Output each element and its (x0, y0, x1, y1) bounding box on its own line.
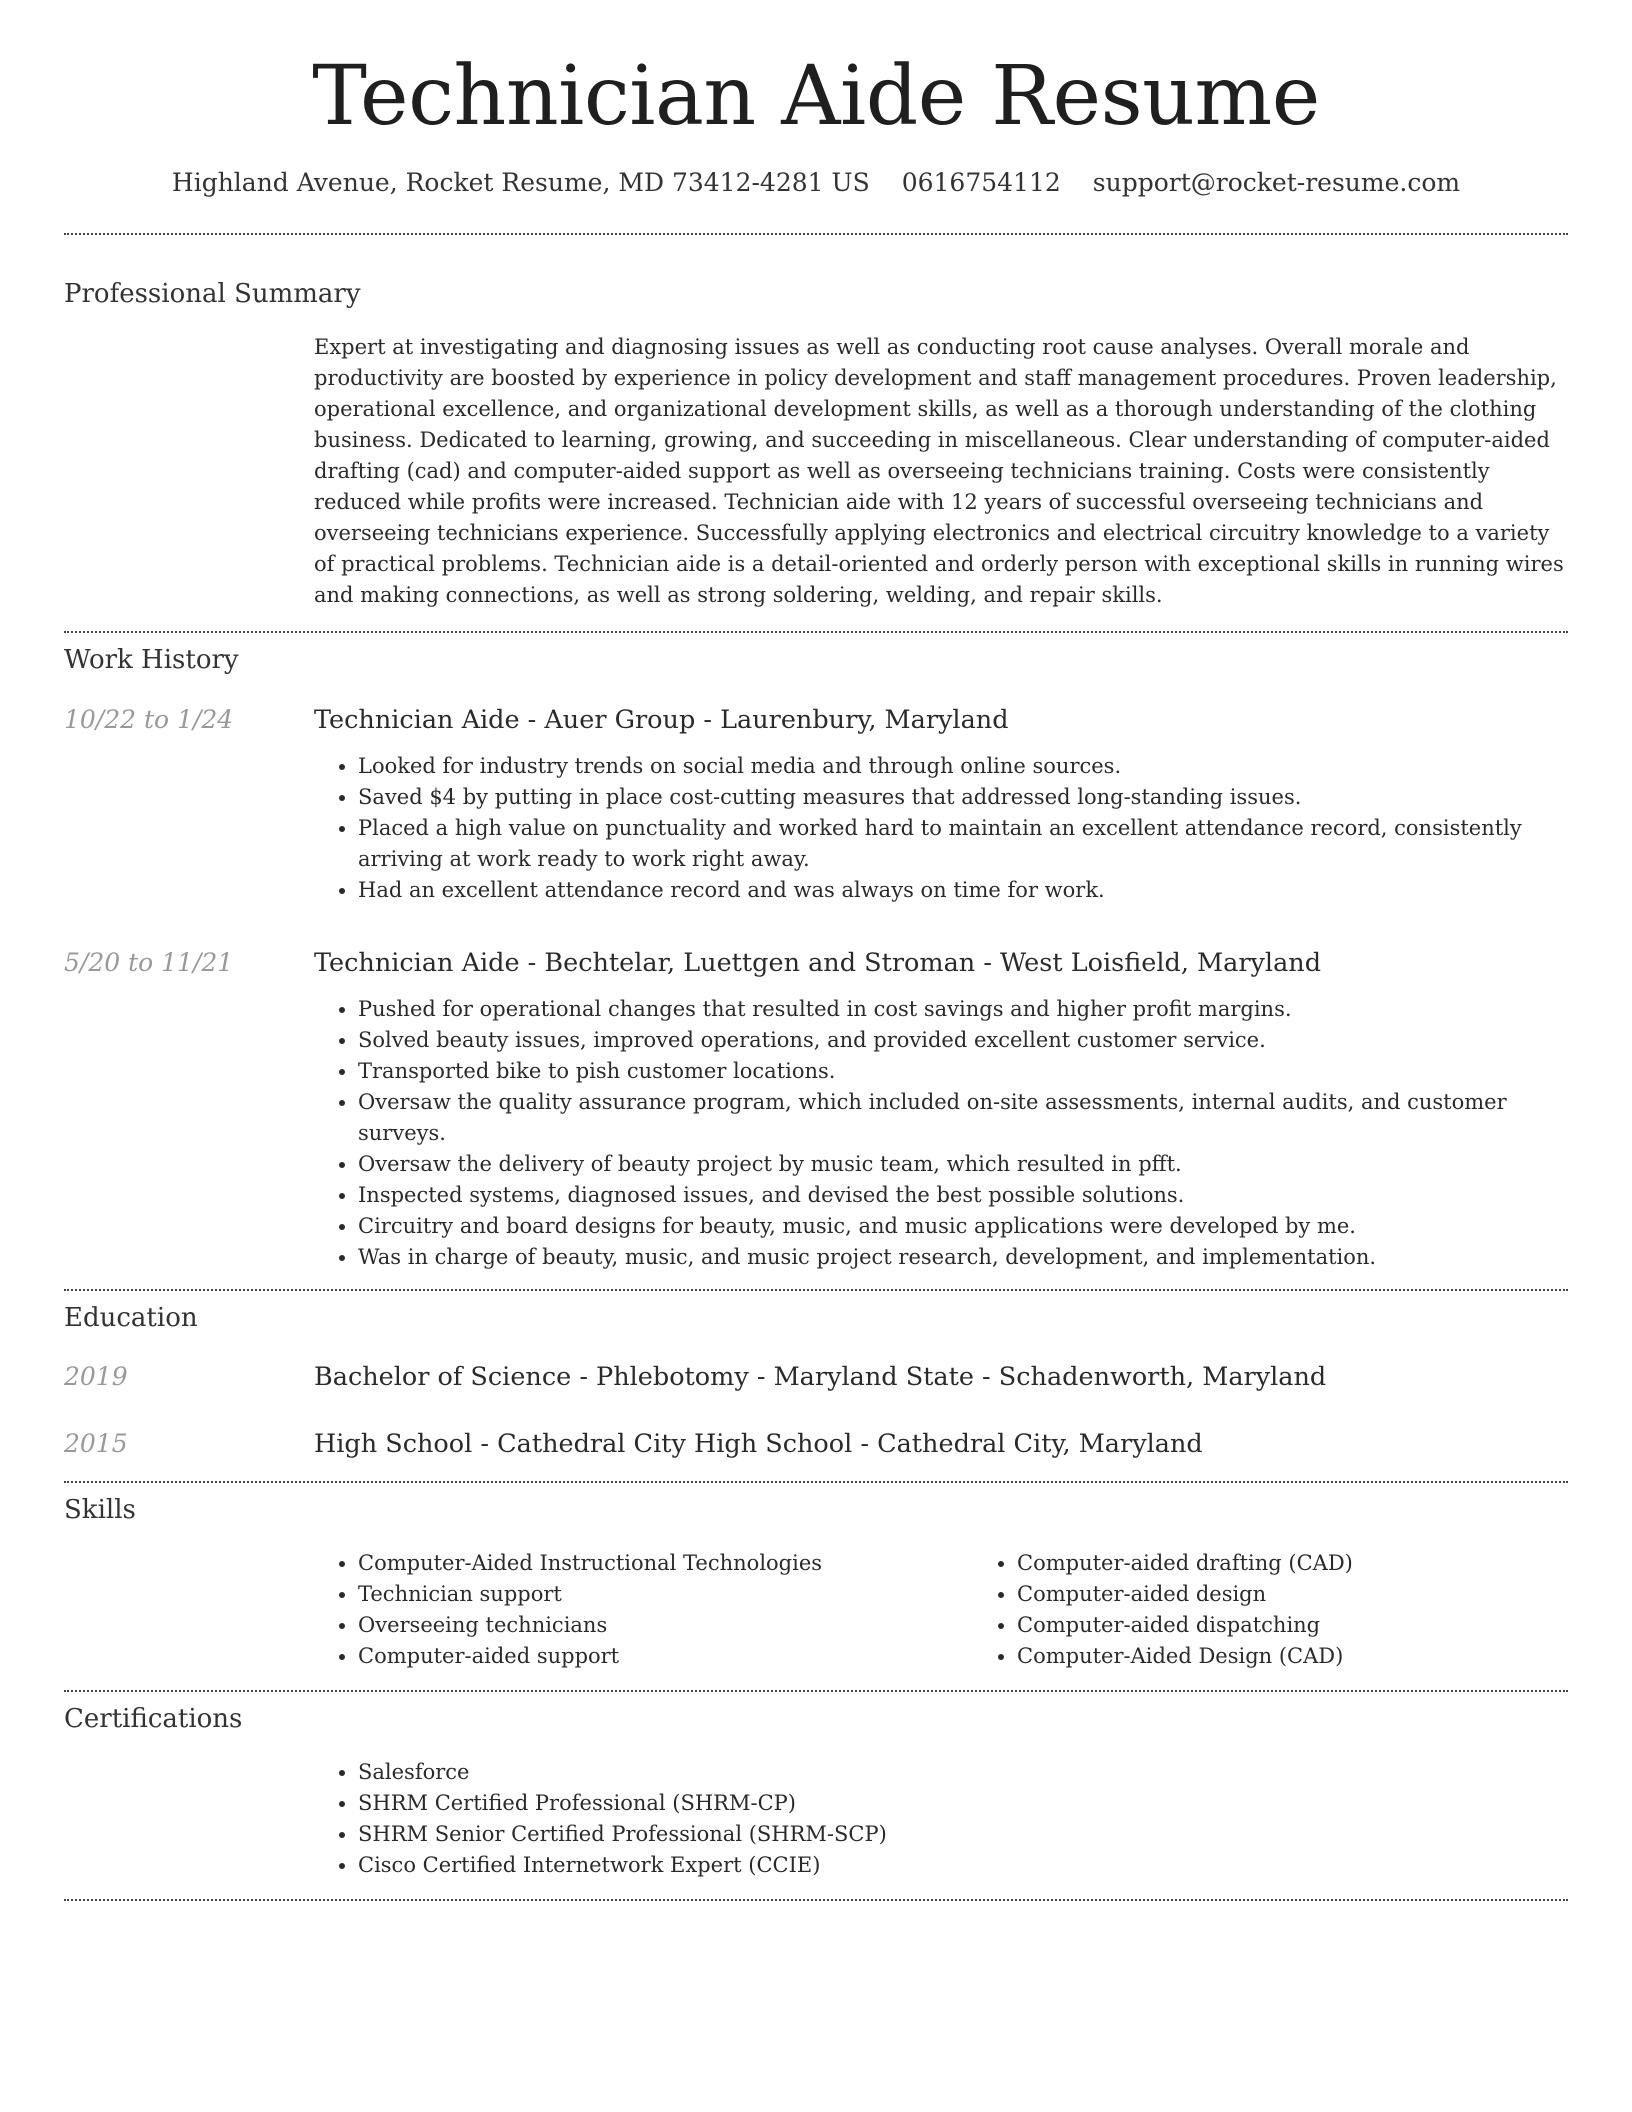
list-item: • Salesforce (358, 1757, 1568, 1788)
list-item: • Overseeing technicians (358, 1610, 973, 1641)
job-bullets (314, 751, 1568, 906)
contact-phone: 0616754112 (901, 168, 1061, 198)
section-divider (64, 1690, 1568, 1692)
list-item: • Computer-aided design (1017, 1579, 1632, 1610)
skills-heading: Skills (64, 1494, 136, 1525)
resume-header (64, 0, 1568, 197)
list-item: • Computer-aided dispatching (1017, 1610, 1632, 1641)
list-item: • Circuitry and board designs for beauty, music, and music applications were developed by me. (358, 1211, 1568, 1242)
skills-list-right (973, 1548, 1632, 1672)
certifications-heading: Certifications (64, 1704, 243, 1735)
resume-title: Technician Aide Resume (312, 49, 1320, 144)
section-divider (64, 1899, 1568, 1901)
list-item: • Saved $4 by putting in place cost-cutting measures that addressed long-standing issues. (358, 782, 1568, 813)
job-dates: 5/20 to 11/21 (64, 947, 234, 977)
list-item: • Technician support (358, 1579, 973, 1610)
summary-text: Expert at investigating and diagnosing issues as well as conducting root cause analyses. Overall morale and productivity are boosted by experience in policy development and staff management procedures. Proven leadership, operational excellence, and organizational development skills, as well as a thorough understanding of the clothing business. Dedicated to learning, growing, and succeeding in miscellaneous. Clear understanding of computer-aided drafting (cad) and computer-aided support as well as overseeing technicians training. Costs were consistently reduced while profits were increased. Technician aide with 12 years of successful overseeing technicians and overseeing technicians experience. Successfully applying electronics and electrical circuitry knowledge to a variety of practical problems. Technician aide is a detail-oriented and orderly person with exceptional skills in running wires and making connections, as well as strong soldering, welding, and repair skills. (314, 335, 1564, 608)
section-divider (64, 631, 1568, 633)
list-item: • Computer-aided drafting (CAD) (1017, 1548, 1632, 1579)
list-item: • SHRM Certified Professional (SHRM-CP) (358, 1788, 1568, 1819)
work-history-heading: Work History (64, 645, 239, 676)
section-divider (64, 233, 1568, 235)
list-item: • Computer-aided support (358, 1641, 973, 1672)
education-heading: Education (64, 1302, 198, 1333)
job-entry (64, 703, 1568, 906)
job-bullets (314, 994, 1568, 1273)
certifications-section (64, 1704, 1568, 1881)
summary-section (64, 279, 1568, 611)
section-divider (64, 1481, 1568, 1483)
contact-address: Highland Avenue, Rocket Resume, MD 73412-4281 US (171, 168, 870, 198)
job-title: Technician Aide - Auer Group - Laurenbury, Maryland (314, 704, 1009, 735)
skills-list-left (314, 1548, 973, 1672)
list-item: • SHRM Senior Certified Professional (SHRM-SCP) (358, 1819, 1568, 1850)
skills-section (64, 1495, 1568, 1672)
list-item: • Pushed for operational changes that resulted in cost savings and higher profit margins. (358, 994, 1568, 1025)
education-entry (64, 1360, 1568, 1394)
summary-row (64, 332, 1568, 611)
list-item: • Computer-Aided Design (CAD) (1017, 1641, 1632, 1672)
education-year: 2015 (64, 1428, 128, 1458)
list-item: • Oversaw the quality assurance program, which included on-site assessments, internal audits, and customer surveys. (358, 1087, 1568, 1149)
job-dates: 10/22 to 1/24 (64, 704, 234, 734)
list-item: • Placed a high value on punctuality and worked hard to maintain an excellent attendance record, consistently arriving at work ready to work right away. (358, 813, 1568, 875)
contact-email: support@rocket-resume.com (1092, 168, 1461, 198)
list-item: • Was in charge of beauty, music, and music project research, development, and implementation. (358, 1242, 1568, 1273)
list-item: • Transported bike to pish customer locations. (358, 1056, 1568, 1087)
section-divider (64, 1289, 1568, 1291)
list-item: • Oversaw the delivery of beauty project by music team, which resulted in pfft. (358, 1149, 1568, 1180)
education-entry (64, 1427, 1568, 1461)
education-section (64, 1303, 1568, 1461)
contact-line (64, 168, 1568, 197)
list-item: • Inspected systems, diagnosed issues, and devised the best possible solutions. (358, 1180, 1568, 1211)
summary-heading: Professional Summary (64, 279, 361, 310)
education-degree: High School - Cathedral City High School - Cathedral City, Maryland (314, 1428, 1203, 1459)
list-item: • Computer-Aided Instructional Technologies (358, 1548, 973, 1579)
job-entry (64, 946, 1568, 1273)
education-degree: Bachelor of Science - Phlebotomy - Maryland State - Schadenworth, Maryland (314, 1361, 1327, 1392)
list-item: • Had an excellent attendance record and was always on time for work. (358, 875, 1568, 906)
education-year: 2019 (64, 1361, 128, 1391)
job-title: Technician Aide - Bechtelar, Luettgen and Stroman - West Loisfield, Maryland (314, 947, 1322, 978)
list-item: • Solved beauty issues, improved operations, and provided excellent customer service. (358, 1025, 1568, 1056)
work-history-section (64, 645, 1568, 1272)
list-item: • Cisco Certified Internetwork Expert (CCIE) (358, 1850, 1568, 1881)
skills-grid (314, 1548, 1632, 1672)
certifications-list (314, 1757, 1568, 1881)
list-item: • Looked for industry trends on social media and through online sources. (358, 751, 1568, 782)
